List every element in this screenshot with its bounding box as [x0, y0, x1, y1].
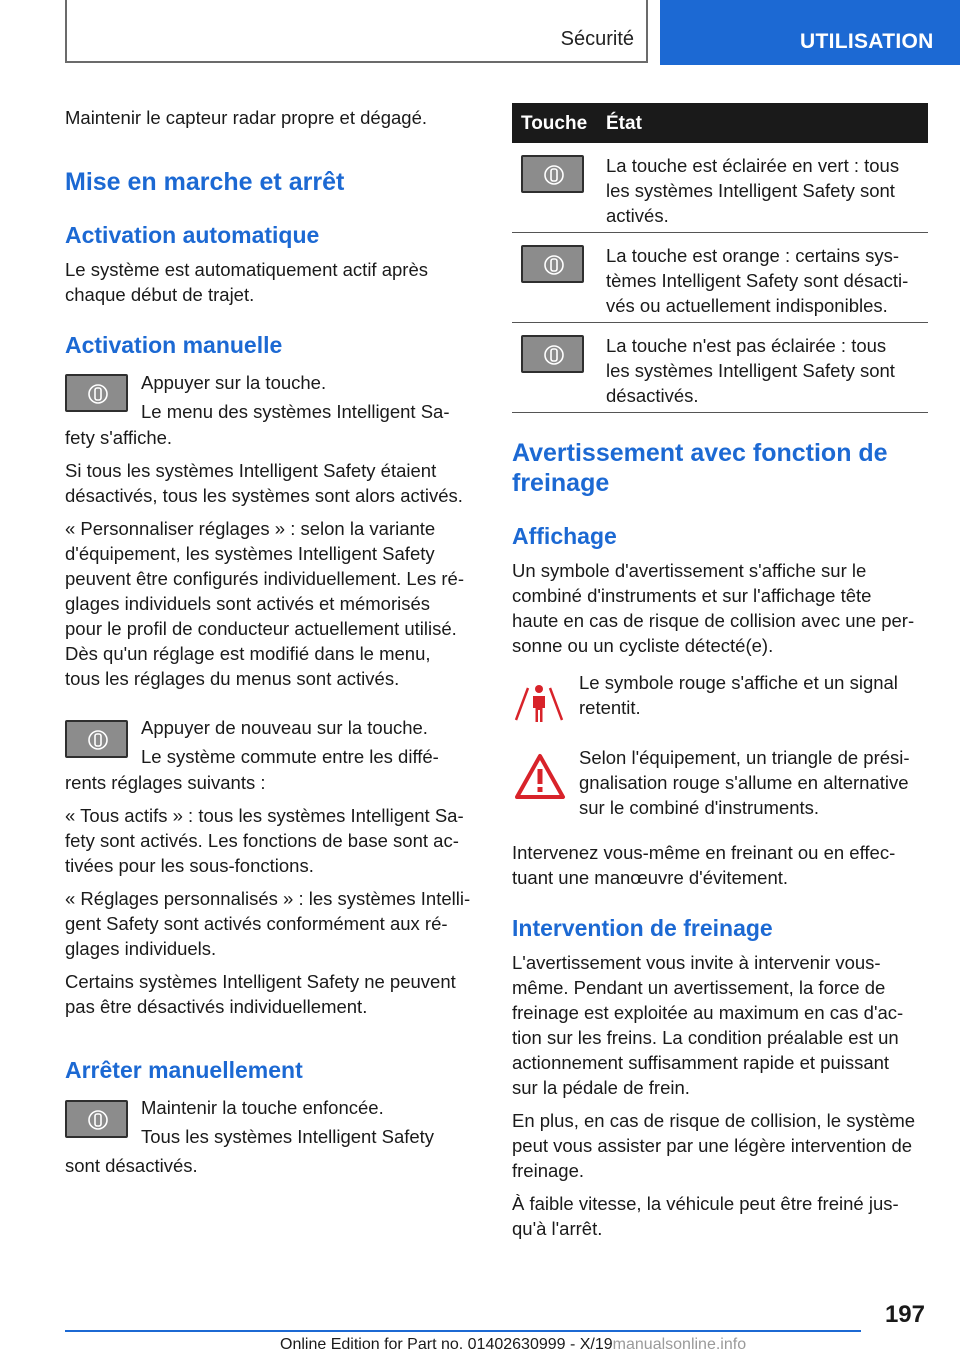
display-heading: Affichage	[512, 523, 617, 549]
footer-edition-text: Online Edition for Part no. 01402630999 - X/19	[280, 1336, 613, 1353]
text-line: Appuyer de nouveau sur la touche.	[141, 717, 428, 738]
safety-button-icon	[65, 720, 128, 758]
text-line: haute en cas de risque de collision avec une per-	[512, 610, 915, 631]
text-line: désactivés.	[606, 385, 699, 406]
warning-triangle-icon	[514, 752, 566, 800]
pedestrian-text	[579, 670, 898, 720]
safety-car-icon	[88, 729, 108, 751]
manual-activation-heading: Activation manuelle	[65, 332, 283, 358]
header-section-box	[65, 0, 648, 63]
safety-button-icon	[65, 1100, 128, 1138]
text-line: Maintenir la touche enfoncée.	[141, 1097, 384, 1118]
text-line: glages individuels sont activés et mémorisés	[65, 593, 431, 614]
text-line: tèmes Intelligent Safety sont désacti-	[606, 270, 909, 291]
text-line: gnalisation rouge s'allume en alternative	[579, 772, 909, 793]
again-text	[65, 770, 477, 1019]
text-line: À faible vitesse, la véhicule peut être freiné jus-	[512, 1193, 899, 1214]
brake-intervention-text	[512, 950, 928, 1241]
text-line: combiné d'instruments et sur l'affichage tête	[512, 585, 872, 606]
text-line: actionnement suffisamment rapide et puissant	[512, 1052, 890, 1073]
manual-activation-text	[65, 425, 477, 691]
header-chapter-tab	[660, 0, 960, 65]
footer-divider	[65, 1330, 861, 1332]
warning-section-title	[512, 438, 888, 498]
text-line: qu'à l'arrêt.	[512, 1218, 603, 1239]
intervene-text	[512, 840, 928, 890]
text-line: sur le combiné d'instruments.	[579, 797, 820, 818]
safety-car-icon	[544, 254, 564, 276]
text-line: désactivés, tous les systèmes sont alors activés.	[65, 485, 463, 506]
display-text	[512, 558, 928, 658]
text-line: La touche est orange : certains sys-	[606, 245, 900, 266]
text-line: tuant une manœuvre d'évitement.	[512, 867, 789, 888]
text-line: En plus, en cas de risque de collision, le système	[512, 1110, 916, 1131]
button-state-table	[512, 103, 928, 413]
title-line: freinage	[512, 469, 610, 497]
text-line: L'avertissement vous invite à intervenir vous-	[512, 952, 881, 973]
safety-car-icon	[88, 1109, 108, 1131]
safety-car-icon	[88, 383, 108, 405]
text-line: sonne ou un cycliste détecté(e).	[512, 635, 774, 656]
footer-edition	[280, 1336, 746, 1354]
footer-watermark: manualsonline.info	[612, 1336, 747, 1353]
pedestrian-warning-icon	[514, 680, 564, 724]
table-row	[512, 323, 928, 413]
table-header-key: Touche	[521, 113, 588, 134]
title-line: Avertissement avec fonction de	[512, 439, 888, 467]
text-line: retentit.	[579, 697, 641, 718]
brake-intervention-heading: Intervention de freinage	[512, 915, 773, 941]
auto-activation-text	[65, 257, 428, 307]
auto-activation-heading: Activation automatique	[65, 222, 320, 248]
safety-button-icon	[521, 245, 584, 283]
text-line: Le symbole rouge s'affiche et un signal	[579, 672, 898, 693]
text-line: même. Pendant un avertissement, la force de	[512, 977, 886, 998]
triangle-text	[579, 745, 910, 820]
text-line: pas être désactivés individuellement.	[65, 996, 368, 1017]
text-line: « Personnaliser réglages » : selon la variante	[65, 518, 436, 539]
text-line: Certains systèmes Intelligent Safety ne peuvent	[65, 971, 456, 992]
safety-button-icon	[521, 155, 584, 193]
text-line: Le système commute entre les diffé-	[141, 746, 439, 767]
text-line: tion sur les freins. La condition préalable est un	[512, 1027, 899, 1048]
table-row	[512, 143, 928, 233]
safety-car-icon	[544, 344, 564, 366]
text-line: peut vous assister par une légère intervention de	[512, 1135, 913, 1156]
text-line: sur la pédale de frein.	[512, 1077, 690, 1098]
text-line: tous les réglages du menus sont activés.	[65, 668, 400, 689]
table-cell-state	[606, 333, 926, 408]
table-header-state: État	[606, 113, 642, 134]
page-number: 197	[884, 1301, 925, 1328]
section-title: Mise en marche et arrêt	[65, 168, 345, 196]
text-line: vés ou actuellement indisponibles.	[606, 295, 888, 316]
text-line: d'équipement, les systèmes Intelligent Safety	[65, 543, 435, 564]
text-line: peuvent être configurés individuellement. Les ré-	[65, 568, 465, 589]
text-line: activés.	[606, 205, 669, 226]
text-line: « Réglages personnalisés » : les systèmes Intelli-	[65, 888, 471, 909]
text-line: les systèmes Intelligent Safety sont	[606, 360, 895, 381]
manual-icon-text	[141, 370, 450, 424]
header-chapter-title: UTILISATION	[800, 30, 934, 53]
text-line: Le menu des systèmes Intelligent Sa-	[141, 401, 450, 422]
text-line: Tous les systèmes Intelligent Safety	[141, 1126, 435, 1147]
intro-text: Maintenir le capteur radar propre et dégagé.	[65, 107, 427, 128]
text-line: Le système est automatiquement actif après	[65, 259, 428, 280]
text-line: glages individuels.	[65, 938, 217, 959]
text-line: La touche est éclairée en vert : tous	[606, 155, 900, 176]
text-line: freinage est exploitée au maximum en cas d'ac-	[512, 1002, 904, 1023]
again-icon-text	[141, 715, 439, 769]
table-row	[512, 233, 928, 323]
text-line: fety sont activés. Les fonctions de base sont ac-	[65, 830, 459, 851]
text-line: Dès qu'un réglage est modifié dans le menu,	[65, 643, 431, 664]
text-line: tivées pour les sous-fonctions.	[65, 855, 314, 876]
text-line: chaque début de trajet.	[65, 284, 255, 305]
text-line: Intervenez vous-même en freinant ou en effec-	[512, 842, 896, 863]
text-line: rents réglages suivants :	[65, 772, 266, 793]
text-line: Selon l'équipement, un triangle de prési-	[579, 747, 910, 768]
text-line: les systèmes Intelligent Safety sont	[606, 180, 895, 201]
off-icon-text	[141, 1095, 434, 1149]
text-line: pour le profil de conducteur actuellement utilisé.	[65, 618, 457, 639]
text-line: La touche n'est pas éclairée : tous	[606, 335, 887, 356]
text-line: gent Safety sont activés conformément aux ré-	[65, 913, 448, 934]
off-text: sont désactivés.	[65, 1155, 198, 1176]
table-cell-state	[606, 153, 926, 228]
safety-button-icon	[521, 335, 584, 373]
text-line: Appuyer sur la touche.	[141, 372, 327, 393]
safety-button-icon	[65, 374, 128, 412]
text-line: Si tous les systèmes Intelligent Safety étaient	[65, 460, 437, 481]
text-line: freinage.	[512, 1160, 584, 1181]
table-cell-state	[606, 243, 926, 318]
text-line: Un symbole d'avertissement s'affiche sur le	[512, 560, 867, 581]
text-line: « Tous actifs » : tous les systèmes Intelligent Sa-	[65, 805, 464, 826]
safety-car-icon	[544, 164, 564, 186]
text-line: fety s'affiche.	[65, 427, 173, 448]
table-header	[512, 103, 928, 143]
manual-off-heading: Arrêter manuellement	[65, 1057, 303, 1083]
header-section-title: Sécurité	[560, 28, 634, 50]
